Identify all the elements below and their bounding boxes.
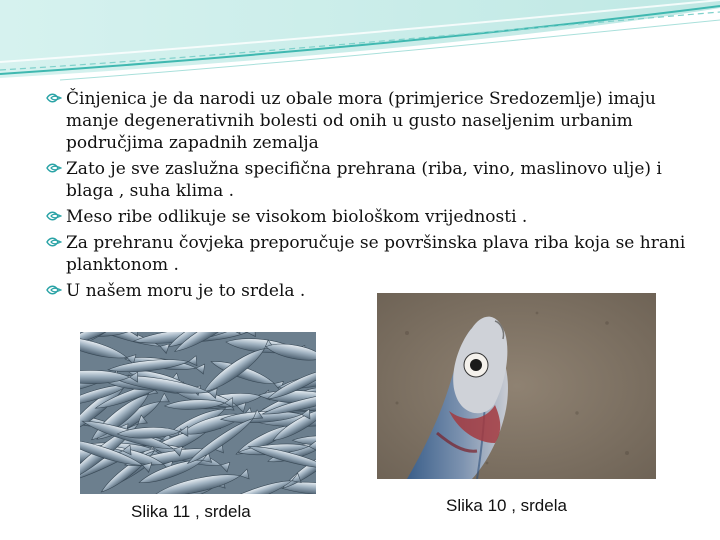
caption-right: Slika 10 , srdela	[446, 496, 567, 515]
bullet-text: Činjenica je da narodi uz obale mora (primjerice Sredozemlje) imaju manje degenerativnih bolesti od onih u gusto naseljenim urbanim područjima zapadnih zemalja	[66, 89, 656, 153]
bullet-item	[22, 232, 692, 276]
bullet-icon	[46, 282, 62, 298]
bullet-icon	[46, 160, 62, 176]
bullet-icon	[46, 208, 62, 224]
bullet-text: Za prehranu čovjeka preporučuje se površinska plava riba koja se hrani planktonom .	[66, 233, 686, 275]
caption-left: Slika 11 , srdela	[131, 502, 251, 521]
sardine-pile-photo	[80, 332, 316, 494]
bullet-icon	[46, 234, 62, 250]
header-decoration	[0, 0, 720, 90]
bullet-item	[22, 206, 692, 228]
bullet-item	[22, 158, 692, 202]
bullet-text: U našem moru je to srdela .	[66, 281, 306, 301]
bullet-text: Zato je sve zaslužna specifična prehrana (riba, vino, maslinovo ulje) i blaga , suha klima .	[66, 159, 662, 201]
bullet-icon	[46, 90, 62, 106]
bullet-item	[22, 88, 692, 154]
bullet-list	[22, 88, 692, 306]
sardine-head-photo	[377, 293, 656, 479]
bullet-text: Meso ribe odlikuje se visokom biološkom vrijednosti .	[66, 207, 528, 227]
